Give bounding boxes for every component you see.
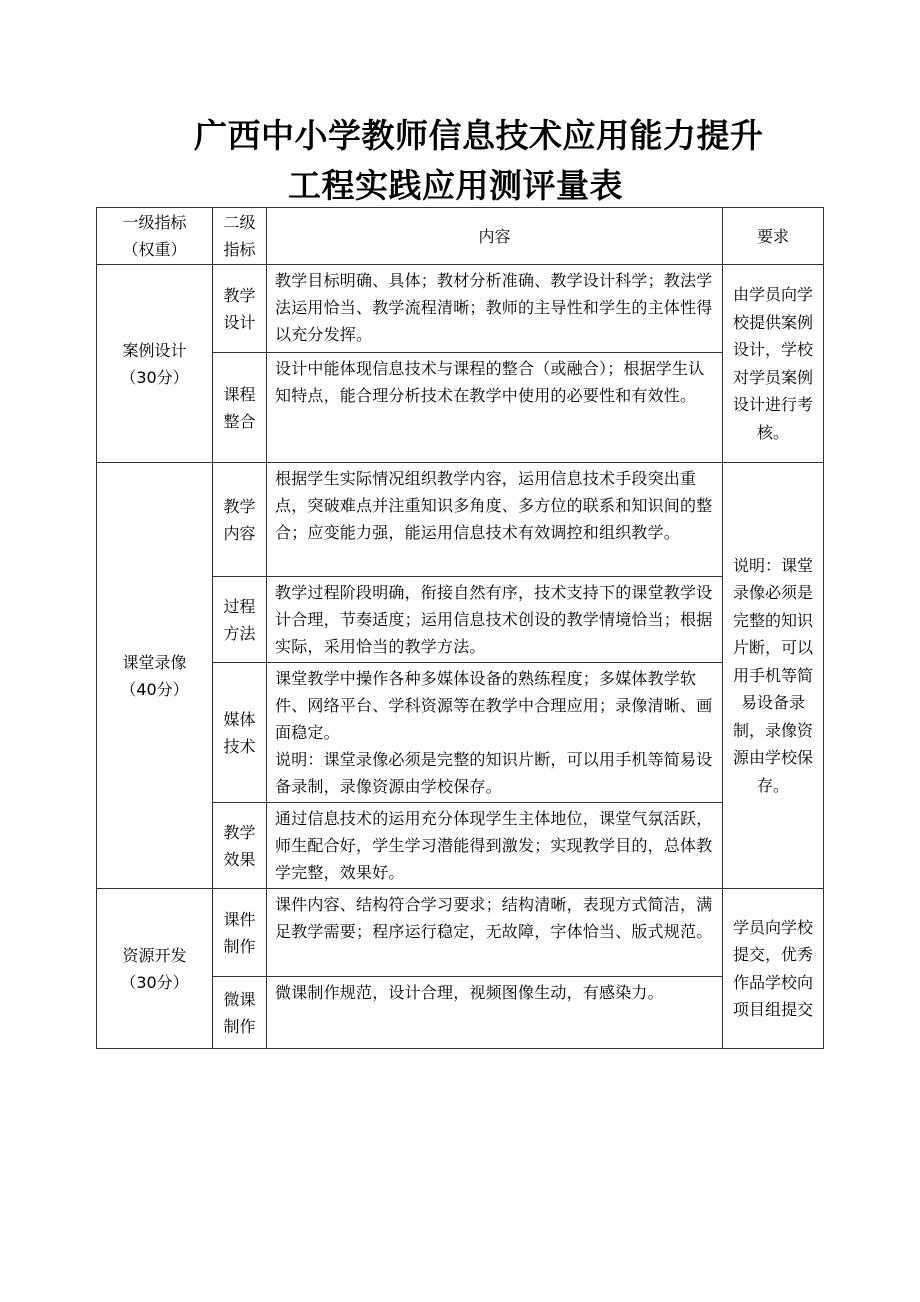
requirement-cell: 由学员向学校提供案例设计，学校对学员案例设计进行考核。 xyxy=(723,265,824,463)
indicator-line2: 方法 xyxy=(223,623,256,643)
table-row xyxy=(97,265,824,353)
indicator-line2: 制作 xyxy=(223,1016,256,1036)
indicator-line2: 整合 xyxy=(223,411,256,431)
indicator-line1: 课件 xyxy=(223,909,256,929)
group-resource-development xyxy=(97,889,213,1049)
indicator-line1: 教学 xyxy=(223,285,256,305)
indicator-cell xyxy=(213,353,267,463)
requirement-cell: 说明：课堂录像必须是完整的知识片断，可以用手机等简易设备录制，录像资源由学校保存。 xyxy=(723,463,824,889)
indicator-cell xyxy=(213,803,267,889)
indicator-line1: 微课 xyxy=(223,989,256,1009)
header-level2-cell xyxy=(213,208,267,265)
indicator-cell xyxy=(213,463,267,577)
indicator-line1: 教学 xyxy=(223,496,256,516)
content-cell: 课件内容、结构符合学习要求；结构清晰，表现方式简洁，满足教学需要；程序运行稳定，无故障，字体恰当、版式规范。 xyxy=(267,889,723,977)
group-classroom-video xyxy=(97,463,213,889)
group-case-design xyxy=(97,265,213,463)
table-row xyxy=(97,463,824,577)
header-level2-line2: 指标 xyxy=(223,240,256,259)
indicator-cell xyxy=(213,889,267,977)
header-level1-weight: （权重） xyxy=(122,240,187,259)
indicator-line1: 过程 xyxy=(223,596,256,616)
group-name: 课堂录像 xyxy=(122,652,187,672)
document-title-line-2: 工程实践应用测评量表 xyxy=(288,166,623,205)
indicator-line2: 内容 xyxy=(223,523,256,543)
header-content: 内容 xyxy=(267,208,723,265)
table-row xyxy=(97,889,824,977)
indicator-line2: 制作 xyxy=(223,936,256,956)
group-name: 案例设计 xyxy=(122,340,187,360)
indicator-cell xyxy=(213,265,267,353)
table-header-row xyxy=(97,208,824,265)
group-weight: （30分） xyxy=(120,367,189,387)
document-title-line-1: 广西中小学教师信息技术应用能力提升 xyxy=(194,116,764,155)
content-cell: 教学过程阶段明确，衔接自然有序，技术支持下的课堂教学设计合理，节奏适度；运用信息技术创设的教学情境恰当；根据实际，采用恰当的教学方法。 xyxy=(267,577,723,663)
group-name: 资源开发 xyxy=(122,945,187,965)
indicator-cell xyxy=(213,977,267,1049)
header-requirement: 要求 xyxy=(723,208,824,265)
content-main: 课堂教学中操作各种多媒体设备的熟练程度；多媒体教学软件、网络平台、学科资源等在教学中合理应用；录像清晰、画面稳定。 xyxy=(275,669,713,742)
content-cell: 微课制作规范，设计合理，视频图像生动，有感染力。 xyxy=(267,977,723,1049)
group-weight: （30分） xyxy=(120,972,189,992)
indicator-line1: 课程 xyxy=(223,384,256,404)
content-cell: 通过信息技术的运用充分体现学生主体地位，课堂气氛活跃，师生配合好，学生学习潜能得到激发；实现教学目的，总体教学完整，效果好。 xyxy=(267,803,723,889)
header-level1-label: 一级指标 xyxy=(122,213,187,232)
requirement-cell: 学员向学校提交，优秀作品学校向项目组提交 xyxy=(723,889,824,1049)
header-level1-cell xyxy=(97,208,213,265)
indicator-line1: 媒体 xyxy=(223,709,256,729)
indicator-line1: 教学 xyxy=(223,822,256,842)
indicator-line2: 效果 xyxy=(223,849,256,869)
content-cell: 设计中能体现信息技术与课程的整合（或融合）；根据学生认知特点，能合理分析技术在教学中使用的必要性和有效性。 xyxy=(267,353,723,463)
group-weight: （40分） xyxy=(120,679,189,699)
indicator-line2: 技术 xyxy=(223,736,256,756)
content-cell xyxy=(267,663,723,803)
indicator-cell xyxy=(213,577,267,663)
content-cell: 教学目标明确、具体；教材分析准确、教学设计科学；教法学法运用恰当、教学流程清晰；教师的主导性和学生的主体性得以充分发挥。 xyxy=(267,265,723,353)
content-note: 说明：课堂录像必须是完整的知识片断，可以用手机等简易设备录制，录像资源由学校保存。 xyxy=(275,750,713,796)
indicator-cell xyxy=(213,663,267,803)
evaluation-table xyxy=(96,207,824,1049)
header-level2-line1: 二级 xyxy=(223,213,256,232)
content-cell: 根据学生实际情况组织教学内容，运用信息技术手段突出重点，突破难点并注重知识多角度、多方位的联系和知识间的整合；应变能力强，能运用信息技术有效调控和组织教学。 xyxy=(267,463,723,577)
indicator-line2: 设计 xyxy=(223,312,256,332)
